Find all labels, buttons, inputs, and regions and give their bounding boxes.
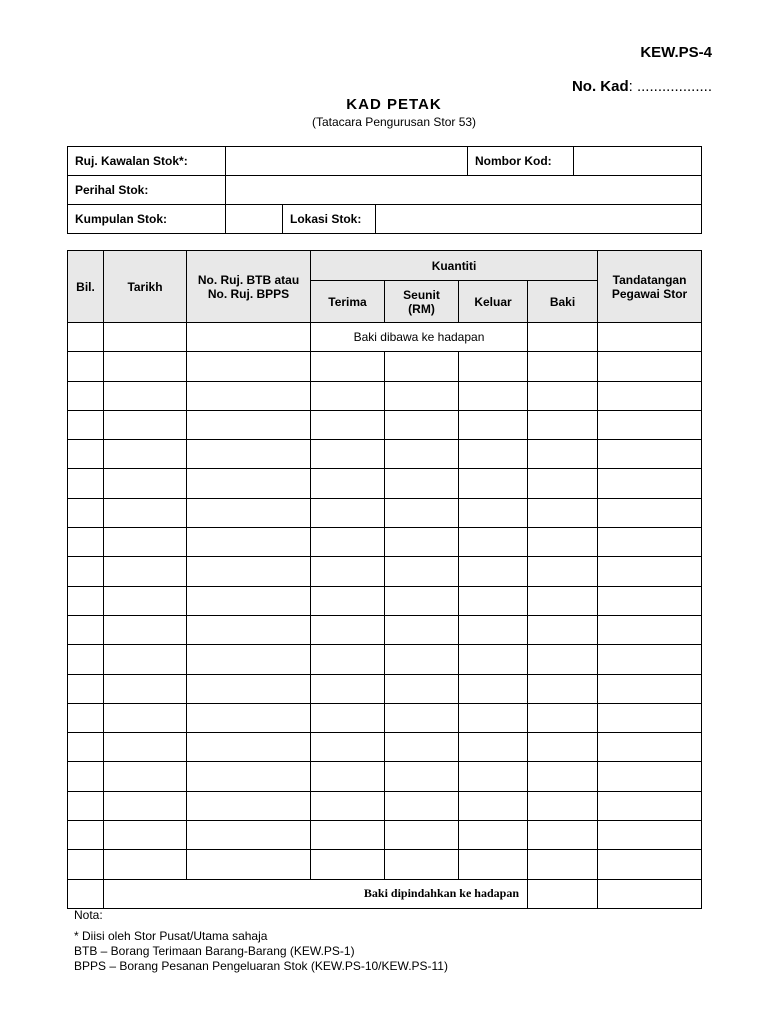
cell-bil[interactable] — [68, 323, 104, 352]
cell-seunit[interactable] — [385, 381, 459, 410]
lokasi-stok-label: Lokasi Stok: — [283, 205, 376, 234]
cell-tandatangan[interactable] — [598, 733, 702, 762]
cell-terima[interactable] — [311, 762, 385, 791]
col-ruj-line1: No. Ruj. BTB atau — [197, 272, 300, 287]
note-line: BTB – Borang Terimaan Barang-Barang (KEW.PS-1) — [74, 944, 355, 958]
col-ruj — [187, 251, 311, 323]
cell-tandatangan[interactable] — [598, 821, 702, 850]
table-row — [68, 674, 702, 703]
cell-bil[interactable] — [68, 352, 104, 381]
table-row — [68, 615, 702, 644]
cell-tarikh[interactable] — [104, 762, 187, 791]
cell-tarikh[interactable] — [104, 850, 187, 879]
cell-terima[interactable] — [311, 469, 385, 498]
cell-ruj[interactable] — [187, 821, 311, 850]
cell-keluar[interactable] — [459, 469, 528, 498]
carried-forward-row — [68, 323, 702, 352]
table-row — [68, 410, 702, 439]
cell-keluar[interactable] — [459, 733, 528, 762]
table-row — [68, 850, 702, 879]
stock-movement-table — [67, 250, 702, 909]
col-seunit — [385, 281, 459, 323]
cell-bil[interactable] — [68, 674, 104, 703]
col-bil: Bil. — [68, 251, 104, 323]
cell-ruj[interactable] — [187, 733, 311, 762]
cell-tandatangan[interactable] — [598, 674, 702, 703]
col-seunit-line1: Seunit — [403, 287, 440, 302]
cell-tandatangan[interactable] — [598, 381, 702, 410]
cell-seunit[interactable] — [385, 703, 459, 732]
table-row — [68, 586, 702, 615]
cell-tarikh[interactable] — [104, 440, 187, 469]
col-ruj-line2: No. Ruj. BPPS — [207, 286, 290, 301]
cell-seunit[interactable] — [385, 557, 459, 586]
cell-keluar[interactable] — [459, 850, 528, 879]
col-ttd-line1: Tandatangan — [612, 272, 687, 287]
cell-tarikh[interactable] — [104, 381, 187, 410]
cell-seunit[interactable] — [385, 469, 459, 498]
cell-bil[interactable] — [68, 528, 104, 557]
kawalan-stok-field[interactable] — [226, 147, 468, 176]
cell-tarikh[interactable] — [104, 674, 187, 703]
notes — [74, 908, 448, 974]
cell-tandatangan[interactable] — [598, 645, 702, 674]
lokasi-stok-field[interactable] — [376, 205, 702, 234]
table-row — [68, 469, 702, 498]
cell-bil[interactable] — [68, 791, 104, 820]
cell-tarikh[interactable] — [104, 586, 187, 615]
cell-seunit[interactable] — [385, 352, 459, 381]
cell-seunit[interactable] — [385, 586, 459, 615]
cell-ruj[interactable] — [187, 410, 311, 439]
cell-tarikh[interactable] — [104, 498, 187, 527]
cell-tandatangan[interactable] — [598, 469, 702, 498]
cell-seunit[interactable] — [385, 498, 459, 527]
cell-baki[interactable] — [528, 557, 598, 586]
col-tarikh: Tarikh — [104, 251, 187, 323]
cell-bil[interactable] — [68, 469, 104, 498]
col-ttd-line2: Pegawai Stor — [611, 286, 688, 301]
cell-bil[interactable] — [68, 410, 104, 439]
cell-bil[interactable] — [68, 557, 104, 586]
cell-baki[interactable] — [528, 615, 598, 644]
cell-tandatangan[interactable] — [598, 850, 702, 879]
table-row — [68, 352, 702, 381]
cell-ruj[interactable] — [187, 674, 311, 703]
cell-tandatangan[interactable] — [598, 879, 702, 908]
cell-keluar[interactable] — [459, 674, 528, 703]
cell-seunit[interactable] — [385, 821, 459, 850]
cell-seunit[interactable] — [385, 762, 459, 791]
form-code: KEW.PS-4 — [640, 44, 712, 61]
cell-terima[interactable] — [311, 528, 385, 557]
table-row — [68, 381, 702, 410]
cell-ruj[interactable] — [187, 645, 311, 674]
cell-tarikh[interactable] — [104, 323, 187, 352]
cell-ruj[interactable] — [187, 498, 311, 527]
col-keluar: Keluar — [459, 281, 528, 323]
cell-seunit[interactable] — [385, 733, 459, 762]
cell-bil[interactable] — [68, 615, 104, 644]
carried-out-label: Baki dipindahkan ke hadapan — [104, 879, 528, 908]
page-subtitle: (Tatacara Pengurusan Stor 53) — [311, 115, 477, 129]
cell-bil[interactable] — [68, 850, 104, 879]
kod-row — [468, 147, 702, 176]
cell-tarikh[interactable] — [104, 821, 187, 850]
cell-seunit[interactable] — [385, 645, 459, 674]
cell-tarikh[interactable] — [104, 733, 187, 762]
cell-baki[interactable] — [528, 469, 598, 498]
card-number — [572, 78, 712, 95]
table-row — [68, 762, 702, 791]
cell-baki[interactable] — [528, 440, 598, 469]
table-row — [68, 498, 702, 527]
cell-bil[interactable] — [68, 703, 104, 732]
table-row — [68, 821, 702, 850]
cell-tandatangan[interactable] — [598, 557, 702, 586]
cell-terima[interactable] — [311, 674, 385, 703]
table-row — [68, 440, 702, 469]
cell-ruj[interactable] — [187, 615, 311, 644]
table-row — [68, 791, 702, 820]
cell-tarikh[interactable] — [104, 791, 187, 820]
cell-tandatangan[interactable] — [598, 352, 702, 381]
cell-bil[interactable] — [68, 879, 104, 908]
cell-ruj[interactable] — [187, 791, 311, 820]
cell-baki[interactable] — [528, 821, 598, 850]
cell-baki[interactable] — [528, 528, 598, 557]
cell-terima[interactable] — [311, 557, 385, 586]
cell-keluar[interactable] — [459, 821, 528, 850]
cell-keluar[interactable] — [459, 586, 528, 615]
nombor-kod-label: Nombor Kod: — [468, 147, 574, 175]
cell-terima[interactable] — [311, 703, 385, 732]
cell-keluar[interactable] — [459, 557, 528, 586]
cell-terima[interactable] — [311, 645, 385, 674]
table-row — [68, 733, 702, 762]
cell-keluar[interactable] — [459, 381, 528, 410]
cell-tandatangan[interactable] — [598, 528, 702, 557]
col-seunit-line2: (RM) — [408, 301, 435, 316]
cell-seunit[interactable] — [385, 410, 459, 439]
cell-seunit[interactable] — [385, 528, 459, 557]
cell-bil[interactable] — [68, 586, 104, 615]
cell-terima[interactable] — [311, 791, 385, 820]
cell-tandatangan[interactable] — [598, 498, 702, 527]
cell-terima[interactable] — [311, 410, 385, 439]
col-terima: Terima — [311, 281, 385, 323]
cell-ruj[interactable] — [187, 469, 311, 498]
cell-tandatangan[interactable] — [598, 410, 702, 439]
kumpulan-stok-label: Kumpulan Stok: — [68, 205, 226, 234]
cell-bil[interactable] — [68, 821, 104, 850]
cell-ruj[interactable] — [187, 850, 311, 879]
cell-bil[interactable] — [68, 498, 104, 527]
table-row — [68, 645, 702, 674]
cell-tarikh[interactable] — [104, 410, 187, 439]
cell-tarikh[interactable] — [104, 557, 187, 586]
cell-tarikh[interactable] — [104, 469, 187, 498]
cell-baki[interactable] — [528, 410, 598, 439]
cell-ruj[interactable] — [187, 381, 311, 410]
note-line: BPPS – Borang Pesanan Pengeluaran Stok (KEW.PS-10/KEW.PS-11) — [74, 959, 448, 973]
cell-tandatangan[interactable] — [598, 703, 702, 732]
cell-baki[interactable] — [528, 498, 598, 527]
notes-heading: Nota: — [74, 908, 103, 922]
cell-terima[interactable] — [311, 440, 385, 469]
cell-tarikh[interactable] — [104, 528, 187, 557]
cell-keluar[interactable] — [459, 762, 528, 791]
card-number-value[interactable]: : .................. — [628, 78, 712, 95]
cell-ruj[interactable] — [187, 557, 311, 586]
cell-tarikh[interactable] — [104, 645, 187, 674]
cell-baki[interactable] — [528, 879, 598, 908]
cell-bil[interactable] — [68, 645, 104, 674]
cell-keluar[interactable] — [459, 703, 528, 732]
cell-tarikh[interactable] — [104, 703, 187, 732]
cell-tandatangan[interactable] — [598, 762, 702, 791]
cell-ruj[interactable] — [187, 440, 311, 469]
cell-terima[interactable] — [311, 381, 385, 410]
cell-keluar[interactable] — [459, 352, 528, 381]
cell-baki[interactable] — [528, 381, 598, 410]
cell-tarikh[interactable] — [104, 352, 187, 381]
page-title: KAD PETAK — [346, 96, 442, 113]
col-kuantiti: Kuantiti — [311, 251, 598, 281]
cell-bil[interactable] — [68, 381, 104, 410]
cell-keluar[interactable] — [459, 645, 528, 674]
cell-baki[interactable] — [528, 762, 598, 791]
cell-baki[interactable] — [528, 733, 598, 762]
cell-seunit[interactable] — [385, 850, 459, 879]
perihal-stok-field[interactable] — [226, 176, 702, 205]
cell-baki[interactable] — [528, 850, 598, 879]
cell-baki[interactable] — [528, 703, 598, 732]
cell-ruj[interactable] — [187, 528, 311, 557]
col-baki: Baki — [528, 281, 598, 323]
cell-tarikh[interactable] — [104, 615, 187, 644]
cell-seunit[interactable] — [385, 440, 459, 469]
kumpulan-stok-field[interactable] — [226, 205, 283, 234]
kawalan-stok-label: Ruj. Kawalan Stok*: — [68, 147, 226, 176]
cell-keluar[interactable] — [459, 440, 528, 469]
stock-info-table — [67, 146, 702, 234]
cell-terima[interactable] — [311, 586, 385, 615]
carried-out-row — [68, 879, 702, 908]
cell-bil[interactable] — [68, 762, 104, 791]
cell-baki[interactable] — [528, 352, 598, 381]
cell-keluar[interactable] — [459, 791, 528, 820]
carried-forward-label: Baki dibawa ke hadapan — [311, 323, 528, 352]
table-row — [68, 528, 702, 557]
cell-terima[interactable] — [311, 615, 385, 644]
cell-seunit[interactable] — [385, 674, 459, 703]
cell-keluar[interactable] — [459, 615, 528, 644]
card-number-label: No. Kad — [571, 78, 629, 95]
cell-bil[interactable] — [68, 733, 104, 762]
cell-seunit[interactable] — [385, 615, 459, 644]
cell-ruj[interactable] — [187, 323, 311, 352]
cell-ruj[interactable] — [187, 352, 311, 381]
cell-baki[interactable] — [528, 674, 598, 703]
cell-tandatangan[interactable] — [598, 323, 702, 352]
cell-tandatangan[interactable] — [598, 586, 702, 615]
cell-tandatangan[interactable] — [598, 791, 702, 820]
note-line: * Diisi oleh Stor Pusat/Utama sahaja — [74, 929, 268, 943]
cell-terima[interactable] — [311, 352, 385, 381]
perihal-stok-label: Perihal Stok: — [68, 176, 226, 205]
cell-tandatangan[interactable] — [598, 615, 702, 644]
cell-terima[interactable] — [311, 733, 385, 762]
cell-ruj[interactable] — [187, 762, 311, 791]
cell-baki[interactable] — [528, 791, 598, 820]
col-tandatangan — [598, 251, 702, 323]
cell-bil[interactable] — [68, 440, 104, 469]
cell-terima[interactable] — [311, 821, 385, 850]
cell-keluar[interactable] — [459, 528, 528, 557]
cell-seunit[interactable] — [385, 791, 459, 820]
cell-terima[interactable] — [311, 850, 385, 879]
cell-terima[interactable] — [311, 498, 385, 527]
cell-keluar[interactable] — [459, 498, 528, 527]
cell-ruj[interactable] — [187, 586, 311, 615]
cell-tandatangan[interactable] — [598, 440, 702, 469]
cell-ruj[interactable] — [187, 703, 311, 732]
table-row — [68, 557, 702, 586]
cell-baki[interactable] — [528, 586, 598, 615]
cell-baki[interactable] — [528, 323, 598, 352]
cell-baki[interactable] — [528, 645, 598, 674]
nombor-kod-field[interactable] — [574, 147, 701, 175]
table-row — [68, 703, 702, 732]
cell-keluar[interactable] — [459, 410, 528, 439]
